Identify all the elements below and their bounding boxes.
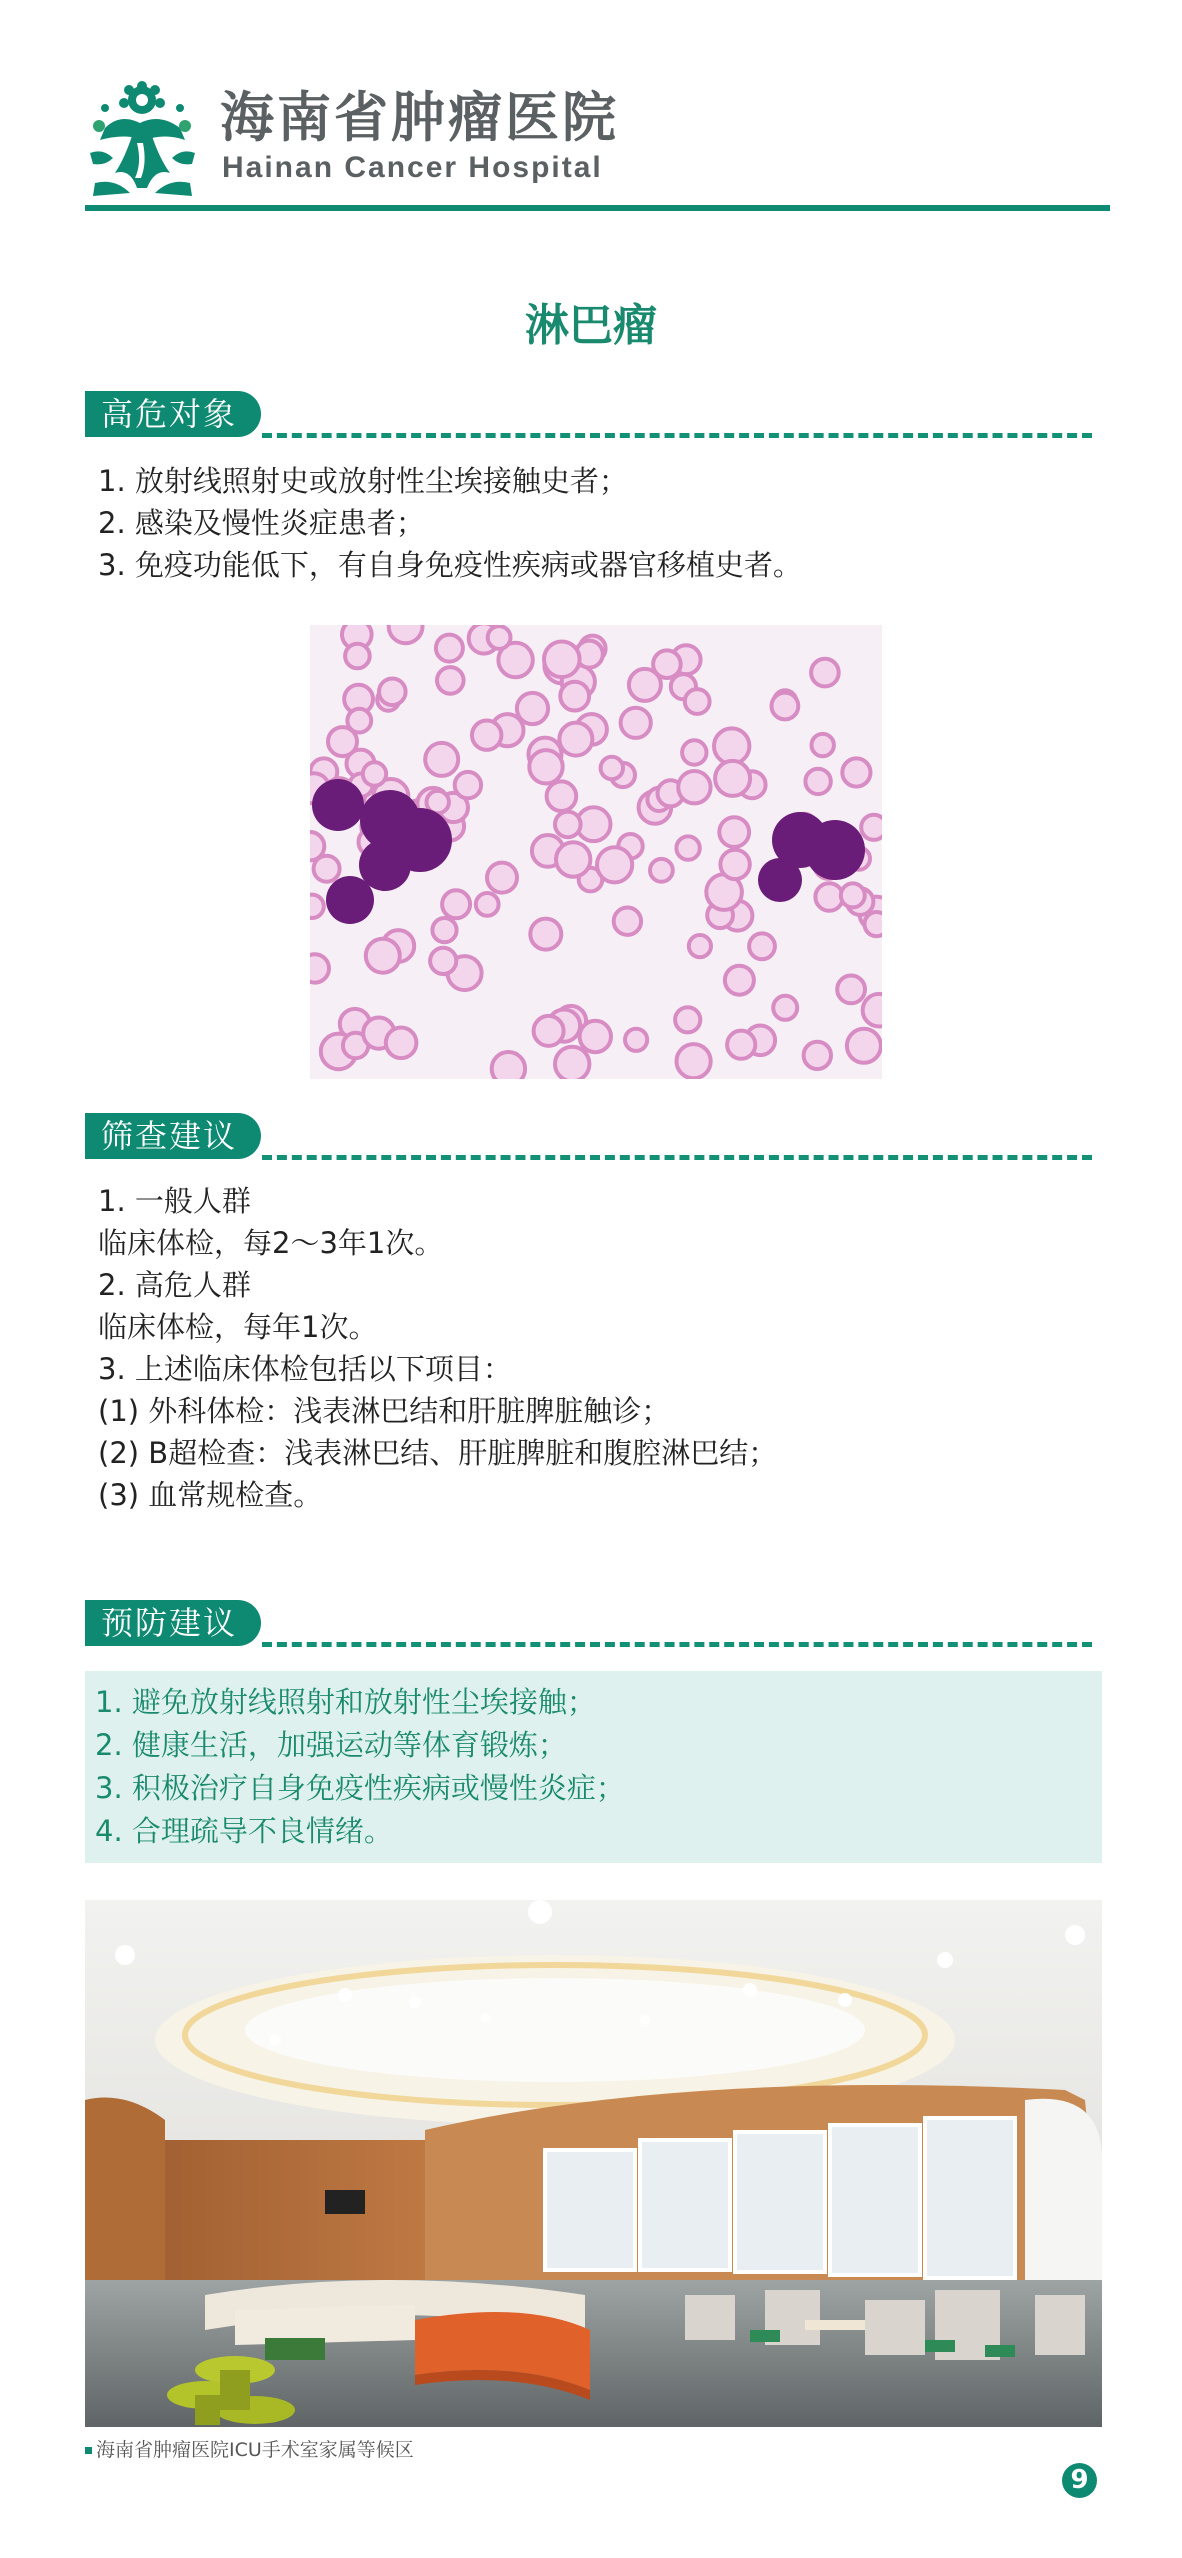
list-item: 2. 感染及慢性炎症患者；: [98, 506, 425, 540]
high-risk-list: [98, 460, 802, 586]
screening-line: (1) 外科体检：浅表淋巴结和肝脏脾脏触诊；: [98, 1394, 671, 1428]
lymphoma-blood-smear-image: [310, 625, 882, 1079]
section-tag-screening: 筛查建议: [85, 1113, 261, 1159]
hospital-name-en: Hainan Cancer Hospital: [222, 151, 603, 184]
prevention-box: [85, 1671, 1102, 1863]
photo-caption-text: 海南省肿瘤医院ICU手术室家属等候区: [96, 2439, 414, 2461]
hospital-name-cn: 海南省肿瘤医院: [220, 86, 619, 149]
section-divider-high-risk: [262, 433, 1092, 438]
screening-line: 临床体检，每年1次。: [98, 1310, 378, 1344]
screening-list: [98, 1180, 777, 1516]
waiting-area-photo: [85, 1900, 1102, 2427]
screening-line: (2) B超检查：浅表淋巴结、肝脏脾脏和腹腔淋巴结；: [98, 1436, 778, 1470]
screening-line: 3. 上述临床体检包括以下项目：: [98, 1352, 512, 1386]
section-tag-high-risk: 高危对象: [85, 391, 261, 437]
list-item: 1. 放射线照射史或放射性尘埃接触史者；: [98, 464, 628, 498]
screening-line: 临床体检，每2～3年1次。: [98, 1226, 444, 1260]
hospital-emblem-icon: [85, 78, 200, 198]
caption-bullet-icon: [85, 2447, 92, 2454]
section-divider-screening: [262, 1155, 1092, 1160]
screening-line: 1. 一般人群: [98, 1184, 251, 1218]
section-divider-prevention: [262, 1642, 1092, 1647]
screening-line: (3) 血常规检查。: [98, 1478, 323, 1512]
prevention-item: 4. 合理疏导不良情绪。: [95, 1814, 393, 1848]
photo-caption: [85, 2438, 414, 2462]
screening-line: 2. 高危人群: [98, 1268, 251, 1302]
page-number: 9: [1062, 2463, 1097, 2498]
prevention-item: 3. 积极治疗自身免疫性疾病或慢性炎症；: [95, 1771, 625, 1805]
section-tag-prevention: 预防建议: [85, 1600, 261, 1646]
prevention-item: 2. 健康生活，加强运动等体育锻炼；: [95, 1728, 567, 1762]
prevention-item: 1. 避免放射线照射和放射性尘埃接触；: [95, 1685, 596, 1719]
page-title: 淋巴瘤: [525, 300, 657, 351]
list-item: 3. 免疫功能低下，有自身免疫性疾病或器官移植史者。: [98, 548, 802, 582]
header-divider: [85, 205, 1110, 211]
